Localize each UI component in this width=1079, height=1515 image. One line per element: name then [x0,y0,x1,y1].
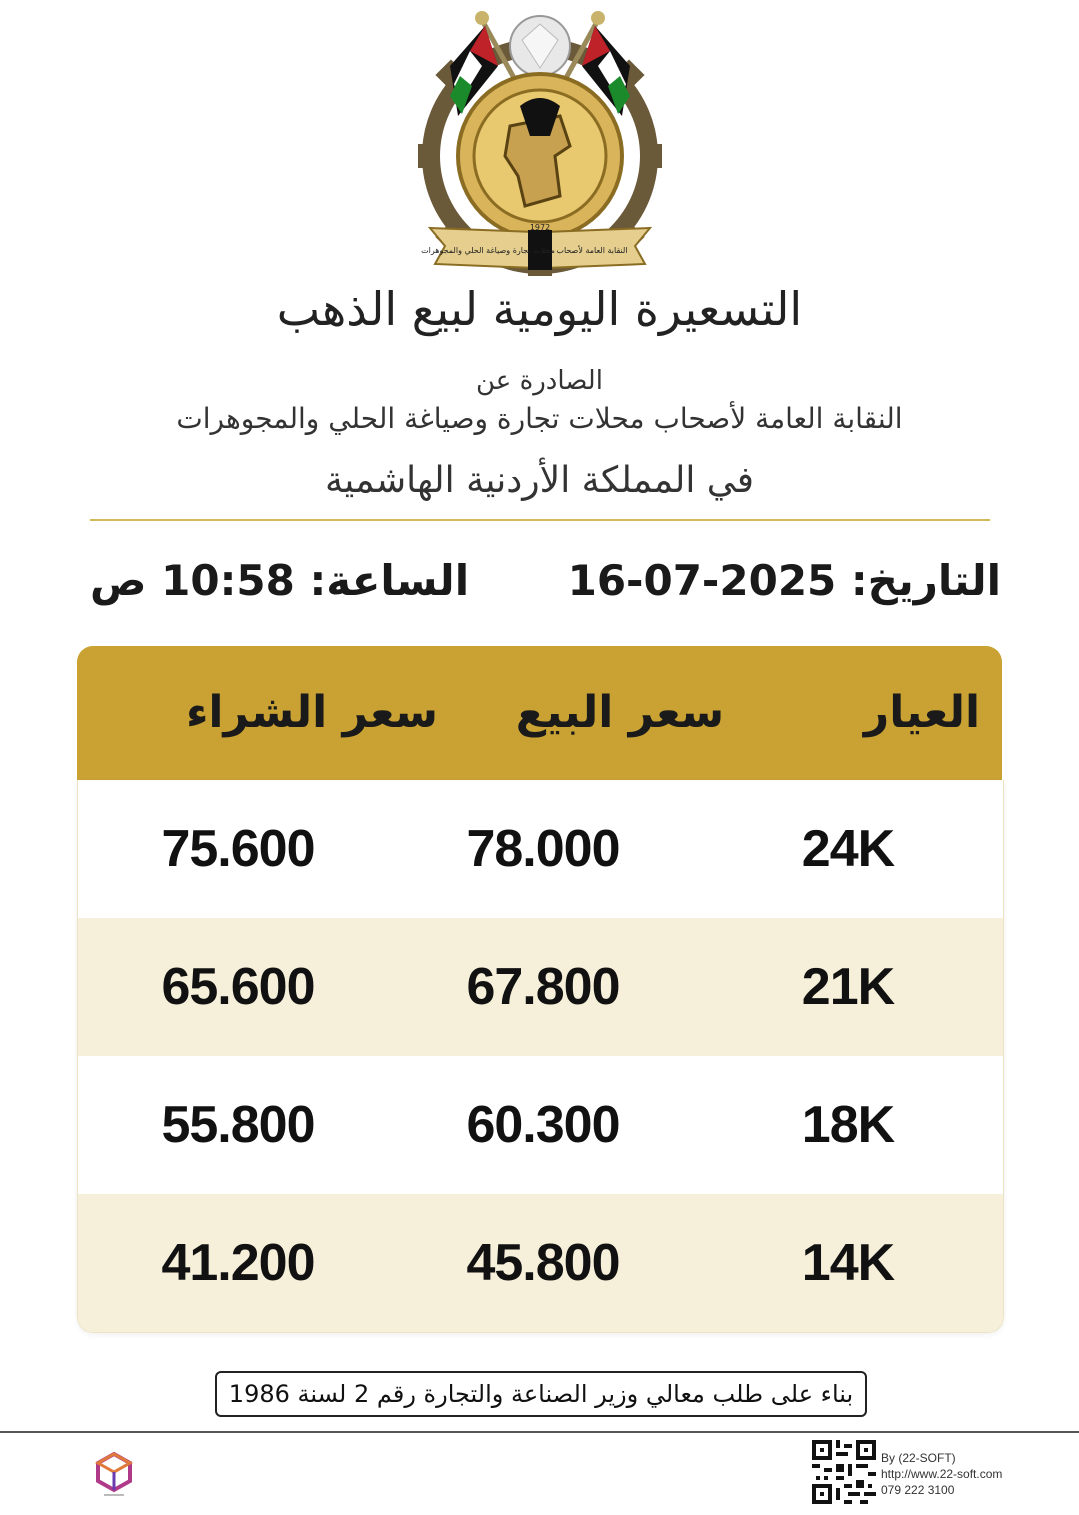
credit-phone: 079 222 3100 [881,1483,955,1497]
time-block [90,556,469,605]
union-emblem-logo [410,6,670,276]
ministerial-note: بناء على طلب معالي وزير الصناعة والتجارة رقم 2 لسنة 1986 [215,1371,867,1417]
buy-price-cell: 41.200 [161,1234,315,1292]
cube-icon [94,1450,134,1498]
qr-code-icon[interactable] [812,1440,876,1504]
sell-price-cell: 78.000 [466,820,620,878]
sell-price-cell: 60.300 [466,1096,620,1154]
table-row [78,918,1003,1056]
time-value: 10:58 ص [90,556,295,605]
union-emblem-icon [410,6,670,276]
karat-column-header: العيار [863,687,981,738]
sell-price-cell: 67.800 [466,958,620,1016]
developer-credits [881,1450,1002,1498]
sell-price-column-header: سعر البيع [515,687,725,738]
table-row [78,780,1003,918]
buy-price-cell: 65.600 [161,958,315,1016]
date-value: 16-07-2025 [567,556,837,605]
buy-price-cell: 75.600 [161,820,315,878]
date-label: التاريخ: [850,556,1001,605]
page-title: التسعيرة اليومية لبيع الذهب [276,282,803,336]
buy-price-column-header: سعر الشراء [185,687,439,738]
logo-right-ribbon-text: النقابة العامة لأصحاب [556,246,628,255]
karat-cell: 24K [801,820,895,878]
buy-price-cell: 55.800 [161,1096,315,1154]
credit-url[interactable]: http://www.22-soft.com [881,1467,1003,1481]
credit-by: By (22-SOFT) [881,1451,956,1465]
price-table-body [77,780,1004,1333]
kingdom-text: في المملكة الأردنية الهاشمية [324,460,755,501]
karat-cell: 21K [801,958,895,1016]
date-block [568,556,1001,605]
header-divider [90,519,990,521]
table-row [78,1056,1003,1194]
table-row [78,1194,1003,1332]
union-name-text: النقابة العامة لأصحاب محلات تجارة وصياغة الحلي والمجوهرات [176,402,903,435]
karat-cell: 14K [801,1234,895,1292]
karat-cell: 18K [801,1096,895,1154]
price-table-header [77,646,1002,780]
time-label: الساعة: [309,556,470,605]
footer-divider [0,1431,1079,1433]
sell-price-cell: 45.800 [466,1234,620,1292]
logo-year-text: 1972 [529,223,551,232]
logo-left-ribbon-text: محلات تجارة وصياغة الحلي والمجوهرات [421,246,555,255]
issued-by-text: الصادرة عن [476,366,603,396]
